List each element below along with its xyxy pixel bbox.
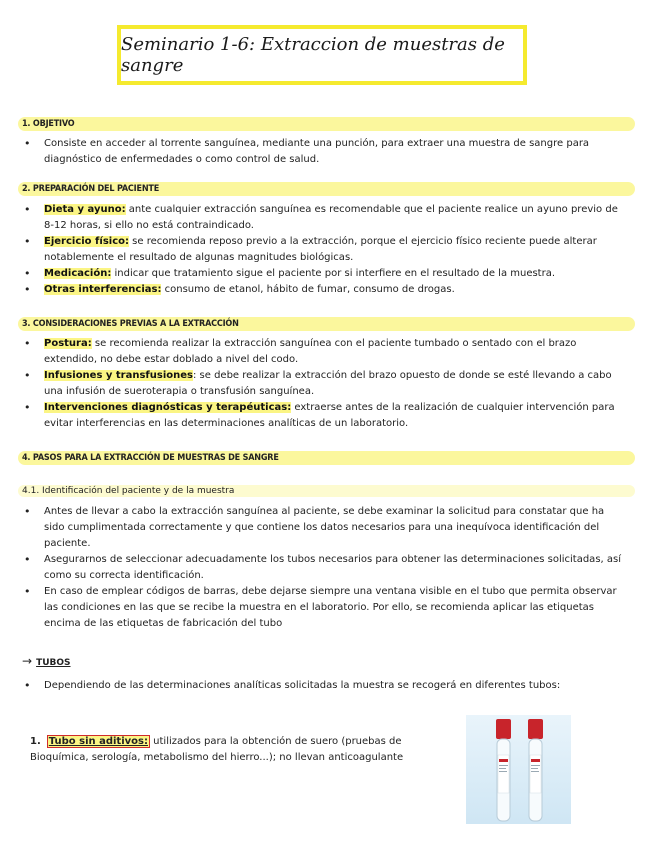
- bullet-label: Medicación:: [44, 268, 112, 279]
- bullet-label: Postura:: [44, 338, 92, 349]
- bullet-text: : se debe realizar la extracción del brazo opuesto de donde se esté llevando a cabo una infusión de sueroterapia o transfusión sanguínea.: [44, 370, 612, 397]
- blood-tubes-icon: [466, 715, 571, 824]
- bullet-text: Asegurarnos de seleccionar adecuadamente los tubos necesarios para obtener las determinaciones solicitadas, así como su correcta identificación.: [44, 554, 621, 581]
- bullet-text: extraerse antes de la realización de cualquier intervención para evitar interferencias en las determinaciones analíticas de un laboratorio.: [44, 402, 615, 429]
- list-item: [22, 504, 622, 552]
- list-item: [22, 266, 622, 282]
- objetivo-list: [22, 136, 622, 168]
- tube-item-sin-aditivos: [30, 734, 430, 766]
- bullet-text: Consiste en acceder al torrente sanguínea, mediante una punción, para extraer una muestra de sangre para diagnóstico de enfermedades o como control de salud.: [44, 138, 590, 165]
- bullet-label: Intervenciones diagnósticas y terapéuticas:: [44, 402, 292, 413]
- blood-tubes-image: [466, 715, 571, 824]
- list-item: [22, 400, 622, 432]
- bullet-label: Otras interferencias:: [44, 284, 162, 295]
- bullet-text: En caso de emplear códigos de barras, debe dejarse siempre una ventana visible en el tubo que permita observar las condiciones en las que se recibe la muestra en el laboratorio. Por ello, se recomienda aplicar las etiquetas encima de las etiquetas de fabricación del tubo: [44, 586, 617, 629]
- section-heading-consideraciones: 3. CONSIDERACIONES PREVIAS A LA EXTRACCIÓN: [18, 317, 635, 331]
- subsection-heading-identificacion: 4.1. Identificación del paciente y de la muestra: [18, 485, 635, 497]
- bullet-label: Ejercicio físico:: [44, 236, 129, 247]
- section-heading-pasos: 4. PASOS PARA LA EXTRACCIÓN DE MUESTRAS DE SANGRE: [18, 451, 635, 465]
- bullet-text: indicar que tratamiento sigue el paciente por si interfiere en el resultado de la muestra.: [111, 268, 556, 279]
- list-item: [22, 282, 622, 298]
- arrow-right-icon: →: [22, 654, 33, 668]
- bullet-text: consumo de etanol, hábito de fumar, consumo de drogas.: [161, 284, 455, 295]
- list-item: [22, 552, 622, 584]
- tubos-heading: [22, 654, 71, 668]
- bullet-label: Infusiones y transfusiones: [44, 370, 193, 381]
- list-item: [22, 336, 622, 368]
- tubos-list: [22, 678, 622, 694]
- page-title: Seminario 1-6: Extraccion de muestras de sangre: [121, 34, 505, 76]
- section-heading-preparacion: 2. PREPARACIÓN DEL PACIENTE: [18, 182, 635, 196]
- bullet-text: se recomienda realizar la extracción sanguínea con el paciente tumbado o sentado con el brazo extendido, no debe estar doblado a nivel del codo.: [44, 338, 577, 365]
- preparacion-list: [22, 202, 622, 298]
- bullet-text: se recomienda reposo previo a la extracción, porque el ejercicio físico reciente puede alterar notablemente el resultado de algunas magnitudes biológicas.: [44, 236, 597, 263]
- bullet-label: Dieta y ayuno:: [44, 204, 126, 215]
- list-item: [22, 678, 622, 694]
- identificacion-list: [22, 504, 622, 632]
- bullet-text: ante cualquier extracción sanguínea es recomendable que el paciente realice un ayuno previo de 8-12 horas, si ello no está contraindicado.: [44, 204, 618, 231]
- list-item: [22, 584, 622, 632]
- tubos-label: TUBOS: [36, 658, 71, 668]
- list-item: [22, 136, 622, 168]
- list-item: [22, 368, 622, 400]
- title-box: [117, 25, 527, 85]
- consideraciones-list: [22, 336, 622, 432]
- tube-item-text: utilizados para la obtención de suero (pruebas de Bioquímica, serología, metabolismo del hierro...); no llevan anticoagulante: [30, 736, 404, 763]
- section-heading-objetivo: 1. OBJETIVO: [18, 117, 635, 131]
- list-item: [22, 234, 622, 266]
- bullet-text: Dependiendo de las determinaciones analíticas solicitadas la muestra se recogerá en diferentes tubos:: [44, 680, 561, 691]
- bullet-text: Antes de llevar a cabo la extracción sanguínea al paciente, se debe examinar la solicitud para constatar que ha sido cumplimentada correctamente y que contiene los datos necesarios para una inequívoca identificación del paciente.: [44, 506, 605, 549]
- tube-item-number: 1.: [30, 736, 41, 747]
- tube-item-label: Tubo sin aditivos:: [48, 736, 148, 747]
- list-item: [22, 202, 622, 234]
